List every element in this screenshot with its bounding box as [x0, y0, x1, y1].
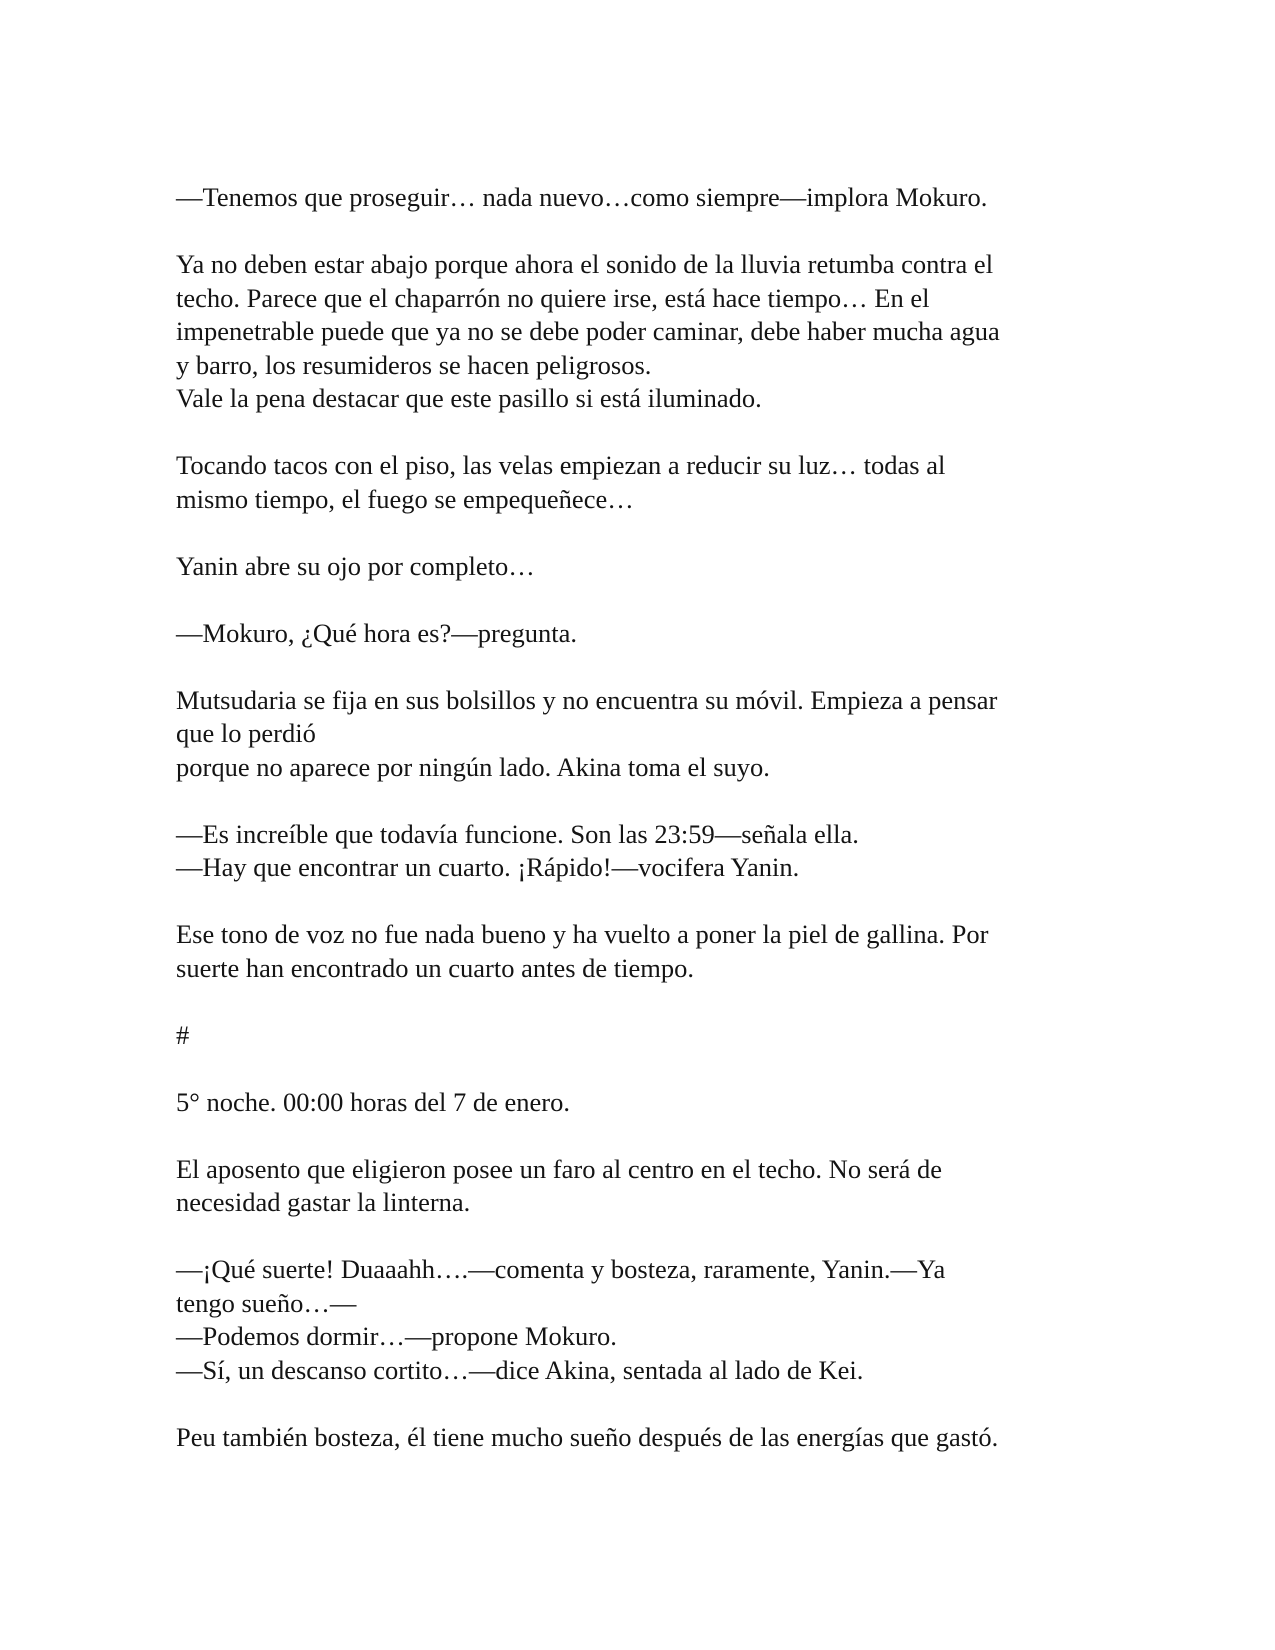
text-line: Tocando tacos con el piso, las velas empiezan a reducir su luz… todas al — [176, 450, 946, 480]
text-line: —Mokuro, ¿Qué hora es?—pregunta. — [176, 617, 578, 648]
text-line: que lo perdió — [176, 718, 316, 748]
text-line: El aposento que eligieron posee un faro al centro en el techo. No será de — [176, 1153, 942, 1184]
text-line: porque no aparece por ningún lado. Akina toma el suyo. — [176, 751, 770, 782]
text-line: —¡Qué suerte! Duaaahh….—comenta y bosteza, raramente, Yanin.—Ya — [176, 1254, 946, 1284]
paragraph — [176, 1421, 1096, 1455]
paragraph — [176, 1253, 1096, 1387]
text-line: techo. Parece que el chaparrón no quiere irse, está hace tiempo… En el — [176, 282, 930, 313]
text-line: necesidad gastar la linterna. — [176, 1187, 471, 1217]
text-line: —Es increíble que todavía funcione. Son las 23:59—señala ella. — [176, 818, 859, 849]
paragraph — [176, 617, 1096, 651]
paragraph — [176, 1153, 1096, 1220]
paragraph — [176, 1086, 1096, 1120]
text-line: —Podemos dormir…—propone Mokuro. — [176, 1321, 617, 1351]
text-line: tengo sueño…— — [176, 1287, 357, 1318]
text-line: Peu también bosteza, él tiene mucho sueño después de las energías que gastó. — [176, 1421, 999, 1452]
text-line: —Hay que encontrar un cuarto. ¡Rápido!—vocifera Yanin. — [176, 852, 800, 882]
text-line: —Sí, un descanso cortito…—dice Akina, sentada al lado de Kei. — [176, 1354, 864, 1385]
text-line: mismo tiempo, el fuego se empequeñece… — [176, 483, 634, 514]
paragraph — [176, 449, 1096, 516]
text-line: Vale la pena destacar que este pasillo si está iluminado. — [176, 383, 762, 413]
paragraph — [176, 918, 1096, 985]
paragraph — [176, 684, 1096, 785]
text-line: —Tenemos que proseguir… nada nuevo…como siempre—implora Mokuro. — [176, 182, 988, 212]
text-line: Yanin abre su ojo por completo… — [176, 550, 535, 581]
paragraph — [176, 1019, 1096, 1053]
paragraph — [176, 818, 1096, 885]
text-line: Mutsudaria se fija en sus bolsillos y no encuentra su móvil. Empieza a pensar — [176, 684, 998, 715]
text-line: # — [176, 1019, 190, 1050]
text-line: Ese tono de voz no fue nada bueno y ha vuelto a poner la piel de gallina. Por — [176, 919, 989, 949]
text-line: 5° noche. 00:00 horas del 7 de enero. — [176, 1086, 570, 1117]
text-line: y barro, los resumideros se hacen peligrosos. — [176, 349, 652, 380]
text-line: impenetrable puede que ya no se debe poder caminar, debe haber mucha agua — [176, 316, 1000, 346]
paragraph — [176, 550, 1096, 584]
document-body — [176, 181, 1096, 1488]
text-line: Ya no deben estar abajo porque ahora el sonido de la lluvia retumba contra el — [176, 249, 994, 279]
paragraph — [176, 181, 1096, 215]
paragraph — [176, 248, 1096, 416]
text-line: suerte han encontrado un cuarto antes de tiempo. — [176, 952, 695, 983]
